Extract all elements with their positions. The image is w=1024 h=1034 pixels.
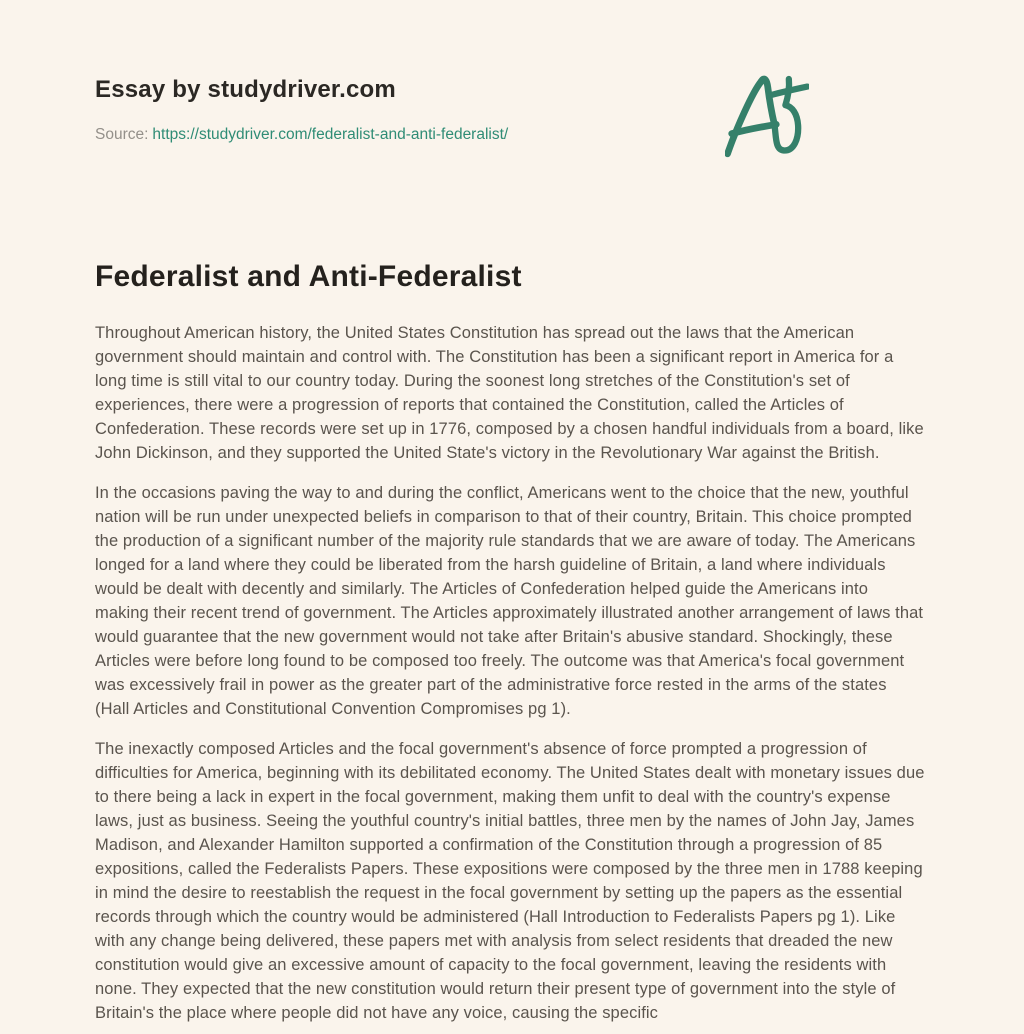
essay-body [95,321,925,1025]
source-link[interactable]: https://studydriver.com/federalist-and-anti-federalist/ [152,126,509,143]
essay-paragraph: In the occasions paving the way to and during the conflict, Americans went to the choice that the new, youthful nation will be run under unexpected beliefs in comparison to that of their country, Britain. This choice prompted the production of a significant number of the majority rule standards that we are aware of today. The Americans longed for a land where they could be liberated from the harsh guideline of Britain, a land where individuals would be dealt with decently and similarly. The Articles of Confederation helped guide the Americans into making their recent trend of government. The Articles approximately illustrated another arrangement of laws that would guarantee that the new government would not take after Britain's abusive standard. Shockingly, these Articles were before long found to be composed too freely. The outcome was that America's focal government was excessively frail in power as the greater part of the administrative force rested in the arms of the states (Hall Articles and Constitutional Convention Compromises pg 1). [95,484,924,718]
a-plus-logo-icon [725,70,809,162]
source-label: Source: [95,126,149,143]
essay-paragraph: Throughout American history, the United States Constitution has spread out the laws that the American government should maintain and control with. The Constitution has been a significant report in America for a long time is still vital to our country today. During the soonest long stretches of the Constitution's set of experiences, there were a progression of reports that contained the Constitution, called the Articles of Confederation. These records were set up in 1776, composed by a chosen handful individuals from a board, like John Dickinson, and they supported the United State's victory in the Revolutionary War against the British. [95,324,924,462]
document-header [95,76,925,144]
page-title: Essay by studydriver.com [95,76,396,103]
essay-title: Federalist and Anti-Federalist [95,260,522,293]
studydriver-logo [725,70,809,162]
essay-paragraph: The inexactly composed Articles and the focal government's absence of force prompted a progression of difficulties for America, beginning with its debilitated economy. The United States dealt with monetary issues due to there being a lack in expert in the focal government, making them unfit to deal with the country's expense laws, just as business. Seeing the youthful country's initial battles, three men by the names of John Jay, James Madison, and Alexander Hamilton supported a confirmation of the Constitution through a progression of 85 expositions, called the Federalists Papers. These expositions were composed by the three men in 1788 keeping in mind the desire to reestablish the request in the focal government by setting up the papers as the essential records through which the country would be administered (Hall Introduction to Federalists Papers pg 1). Like with any change being delivered, these papers met with analysis from select residents that dreaded the new constitution would give an excessive amount of capacity to the focal government, leaving the residents with none. They expected that the new constitution would return their present type of government into the style of Britain's the place where people did not have any voice, causing the specific [95,740,925,1022]
